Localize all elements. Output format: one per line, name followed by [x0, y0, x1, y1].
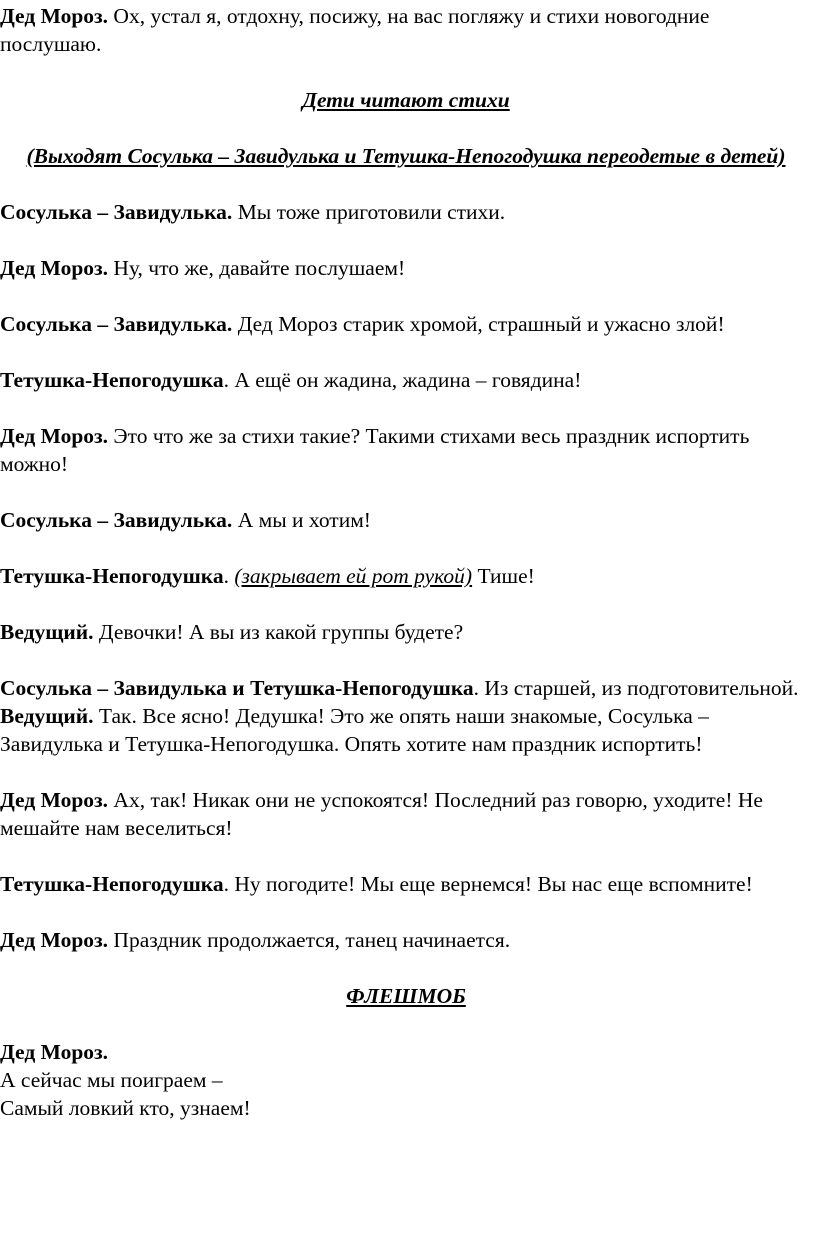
speaker-name: Сосулька – Завидулька и Тетушка-Непогодушка: [0, 676, 474, 700]
paragraph-tetushka-1: [0, 366, 812, 394]
speech-text: Праздник продолжается, танец начинается.: [108, 928, 511, 952]
document-page: [0, 2, 812, 1122]
stage-direction: [0, 142, 812, 170]
speaker-name: Сосулька – Завидулька.: [0, 312, 233, 336]
speech-text: Ну, что же, давайте послушаем!: [108, 256, 406, 280]
speaker-name: Тетушка-Непогодушка: [0, 564, 224, 588]
speaker-name: Дед Мороз.: [0, 4, 109, 28]
speech-text: Ах, так! Никак они не успокоятся! Последний раз говорю, уходите! Не мешайте нам веселиться!: [0, 788, 763, 840]
speaker-name: Ведущий.: [0, 620, 94, 644]
heading-text: ФЛЕШМОБ: [346, 984, 466, 1008]
paragraph-vedushchiy-1: [0, 618, 812, 646]
speech-text: . Из старшей, из подготовительной.: [473, 676, 799, 700]
speech-text: Так. Все ясно! Дедушка! Это же опять наши знакомые, Сосулька – Завидулька и Тетушка-Непогодушка. Опять хотите нам праздник испортить!: [0, 704, 709, 756]
paragraph-tetushka-3: [0, 870, 812, 898]
heading-text: Дети читают стихи: [302, 88, 510, 112]
paragraph-sosulka-3: [0, 506, 812, 534]
paragraph-ded-moroz-3: [0, 422, 812, 478]
speech-text: Ох, устал я, отдохну, посижу, на вас погляжу и стихи новогодние послушаю.: [0, 4, 710, 56]
speech-text: А мы и хотим!: [232, 508, 371, 532]
paragraph-tetushka-2: [0, 562, 812, 590]
paragraph-sosulka-1: [0, 198, 812, 226]
paragraph-ded-moroz-5: [0, 926, 812, 954]
verse-line: Самый ловкий кто, узнаем!: [0, 1096, 251, 1120]
speech-text: . А ещё он жадина, жадина – говядина!: [223, 368, 582, 392]
paragraph-ded-moroz-2: [0, 254, 812, 282]
verse-line: А сейчас мы поиграем –: [0, 1068, 223, 1092]
speech-text: .: [223, 564, 235, 588]
speaker-name: Тетушка-Непогодушка: [0, 368, 224, 392]
speech-text: Это что же за стихи такие? Такими стихами весь праздник испортить можно!: [0, 424, 750, 476]
speaker-name: Дед Мороз.: [0, 424, 109, 448]
stage-direction-text: (Выходят Сосулька – Завидулька и Тетушка-Непогодушка переодетые в детей): [26, 144, 786, 168]
speaker-name: Ведущий.: [0, 704, 94, 728]
speaker-name: Дед Мороз.: [0, 256, 109, 280]
remark-text: (закрывает ей рот рукой): [234, 564, 473, 588]
paragraph-ded-moroz-4: [0, 786, 812, 842]
speech-text: Мы тоже приготовили стихи.: [232, 200, 506, 224]
speaker-name: Дед Мороз.: [0, 928, 109, 952]
speaker-name: Тетушка-Непогодушка: [0, 872, 224, 896]
speaker-name: Сосулька – Завидулька.: [0, 508, 233, 532]
speech-text: Девочки! А вы из какой группы будете?: [93, 620, 464, 644]
speech-text: Дед Мороз старик хромой, страшный и ужасно злой!: [232, 312, 725, 336]
speech-text: . Ну погодите! Мы еще вернемся! Вы нас еще вспомните!: [223, 872, 753, 896]
paragraph-sosulka-2: [0, 310, 812, 338]
paragraph-ded-moroz-6: [0, 1038, 812, 1122]
speech-text: Тише!: [472, 564, 535, 588]
speaker-name: Сосулька – Завидулька.: [0, 200, 233, 224]
speaker-name: Дед Мороз.: [0, 1040, 109, 1064]
paragraph-vedushchiy-2: [0, 702, 812, 758]
paragraph-both-characters: [0, 674, 812, 702]
heading-children-read-poems: [0, 86, 812, 114]
heading-flashmob: [0, 982, 812, 1010]
speaker-name: Дед Мороз.: [0, 788, 109, 812]
paragraph-ded-moroz-1: [0, 2, 812, 58]
